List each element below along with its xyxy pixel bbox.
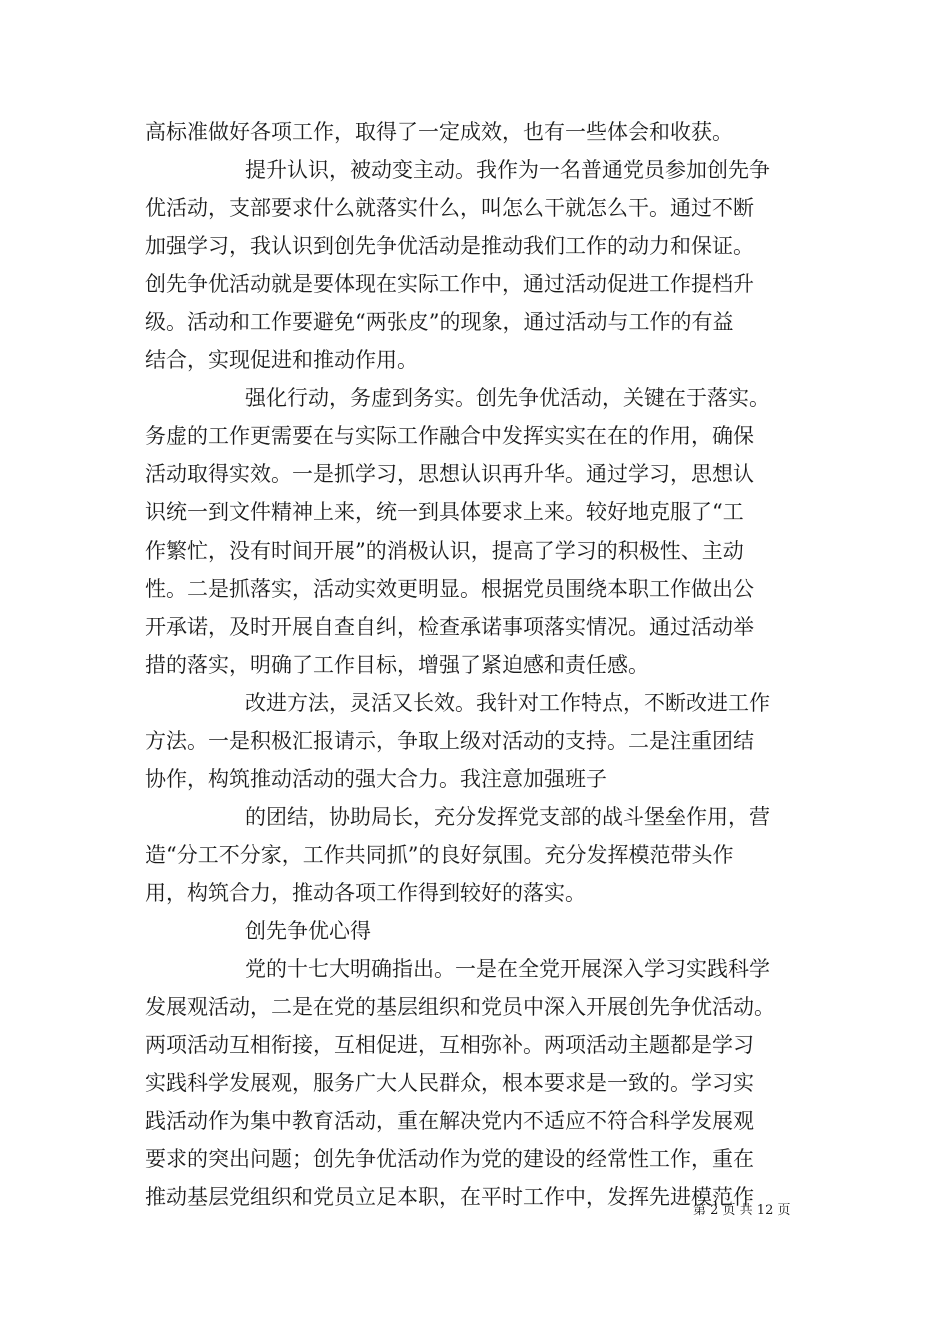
text-line: 级。活动和工作要避免“两张皮”的现象，通过活动与工作的有益: [145, 310, 734, 335]
paragraph-start-line: 创先争优心得: [245, 918, 371, 943]
text-line: 推动基层党组织和党员立足本职，在平时工作中，发挥先进模范作: [145, 1185, 754, 1210]
text-line: 要求的突出问题；创先争优活动作为党的建设的经常性工作，重在: [145, 1147, 754, 1172]
text-line: 性。二是抓落实，活动实效更明显。根据党员围绕本职工作做出公: [145, 576, 754, 601]
text-line: 践活动作为集中教育活动，重在解决党内不适应不符合科学发展观: [145, 1109, 754, 1134]
text-line: 用，构筑合力，推动各项工作得到较好的落实。: [145, 880, 586, 905]
text-line: 作繁忙，没有时间开展”的消极认识，提高了学习的积极性、主动: [145, 538, 744, 563]
text-line: 务虚的工作更需要在与实际工作融合中发挥实实在在的作用，确保: [145, 424, 754, 449]
text-line: 方法。一是积极汇报请示，争取上级对活动的支持。二是注重团结: [145, 728, 754, 753]
paragraph-start-line: 的团结，协助局长，充分发挥党支部的战斗堡垒作用，营: [245, 804, 770, 829]
text-line: 造“分工不分家，工作共同抓”的良好氛围。充分发挥模范带头作: [145, 842, 734, 867]
paragraph-start-line: 强化行动，务虚到务实。创先争优活动，关键在于落实。: [245, 386, 770, 411]
paragraph-start-line: 提升认识，被动变主动。我作为一名普通党员参加创先争: [245, 158, 770, 183]
text-line: 加强学习，我认识到创先争优活动是推动我们工作的动力和保证。: [145, 234, 754, 259]
text-line: 活动取得实效。一是抓学习，思想认识再升华。通过学习，思想认: [145, 462, 754, 487]
text-line: 创先争优活动就是要体现在实际工作中，通过活动促进工作提档升: [145, 272, 754, 297]
text-line: 措的落实，明确了工作目标，增强了紧迫感和责任感。: [145, 652, 649, 677]
text-line: 实践科学发展观，服务广大人民群众，根本要求是一致的。学习实: [145, 1071, 754, 1096]
text-line: 开承诺，及时开展自查自纠，检查承诺事项落实情况。通过活动举: [145, 614, 754, 639]
page-number: 第 2 页 共 12 页: [693, 1203, 791, 1218]
text-line: 协作，构筑推动活动的强大合力。我注意加强班子: [145, 766, 607, 791]
document-body: [145, 113, 810, 1216]
text-line: 优活动，支部要求什么就落实什么，叫怎么干就怎么干。通过不断: [145, 196, 754, 221]
text-line: 两项活动互相衔接，互相促进，互相弥补。两项活动主题都是学习: [145, 1033, 754, 1058]
text-line: 结合，实现促进和推动作用。: [145, 348, 418, 373]
text-line: 高标准做好各项工作，取得了一定成效，也有一些体会和收获。: [145, 120, 733, 144]
text-line: 发展观活动，二是在党的基层组织和党员中深入开展创先争优活动。: [145, 995, 775, 1020]
paragraph-start-line: 党的十七大明确指出。一是在全党开展深入学习实践科学: [245, 957, 770, 982]
text-line: 识统一到文件精神上来，统一到具体要求上来。较好地克服了“工: [145, 500, 744, 525]
paragraph-start-line: 改进方法，灵活又长效。我针对工作特点，不断改进工作: [245, 690, 770, 715]
